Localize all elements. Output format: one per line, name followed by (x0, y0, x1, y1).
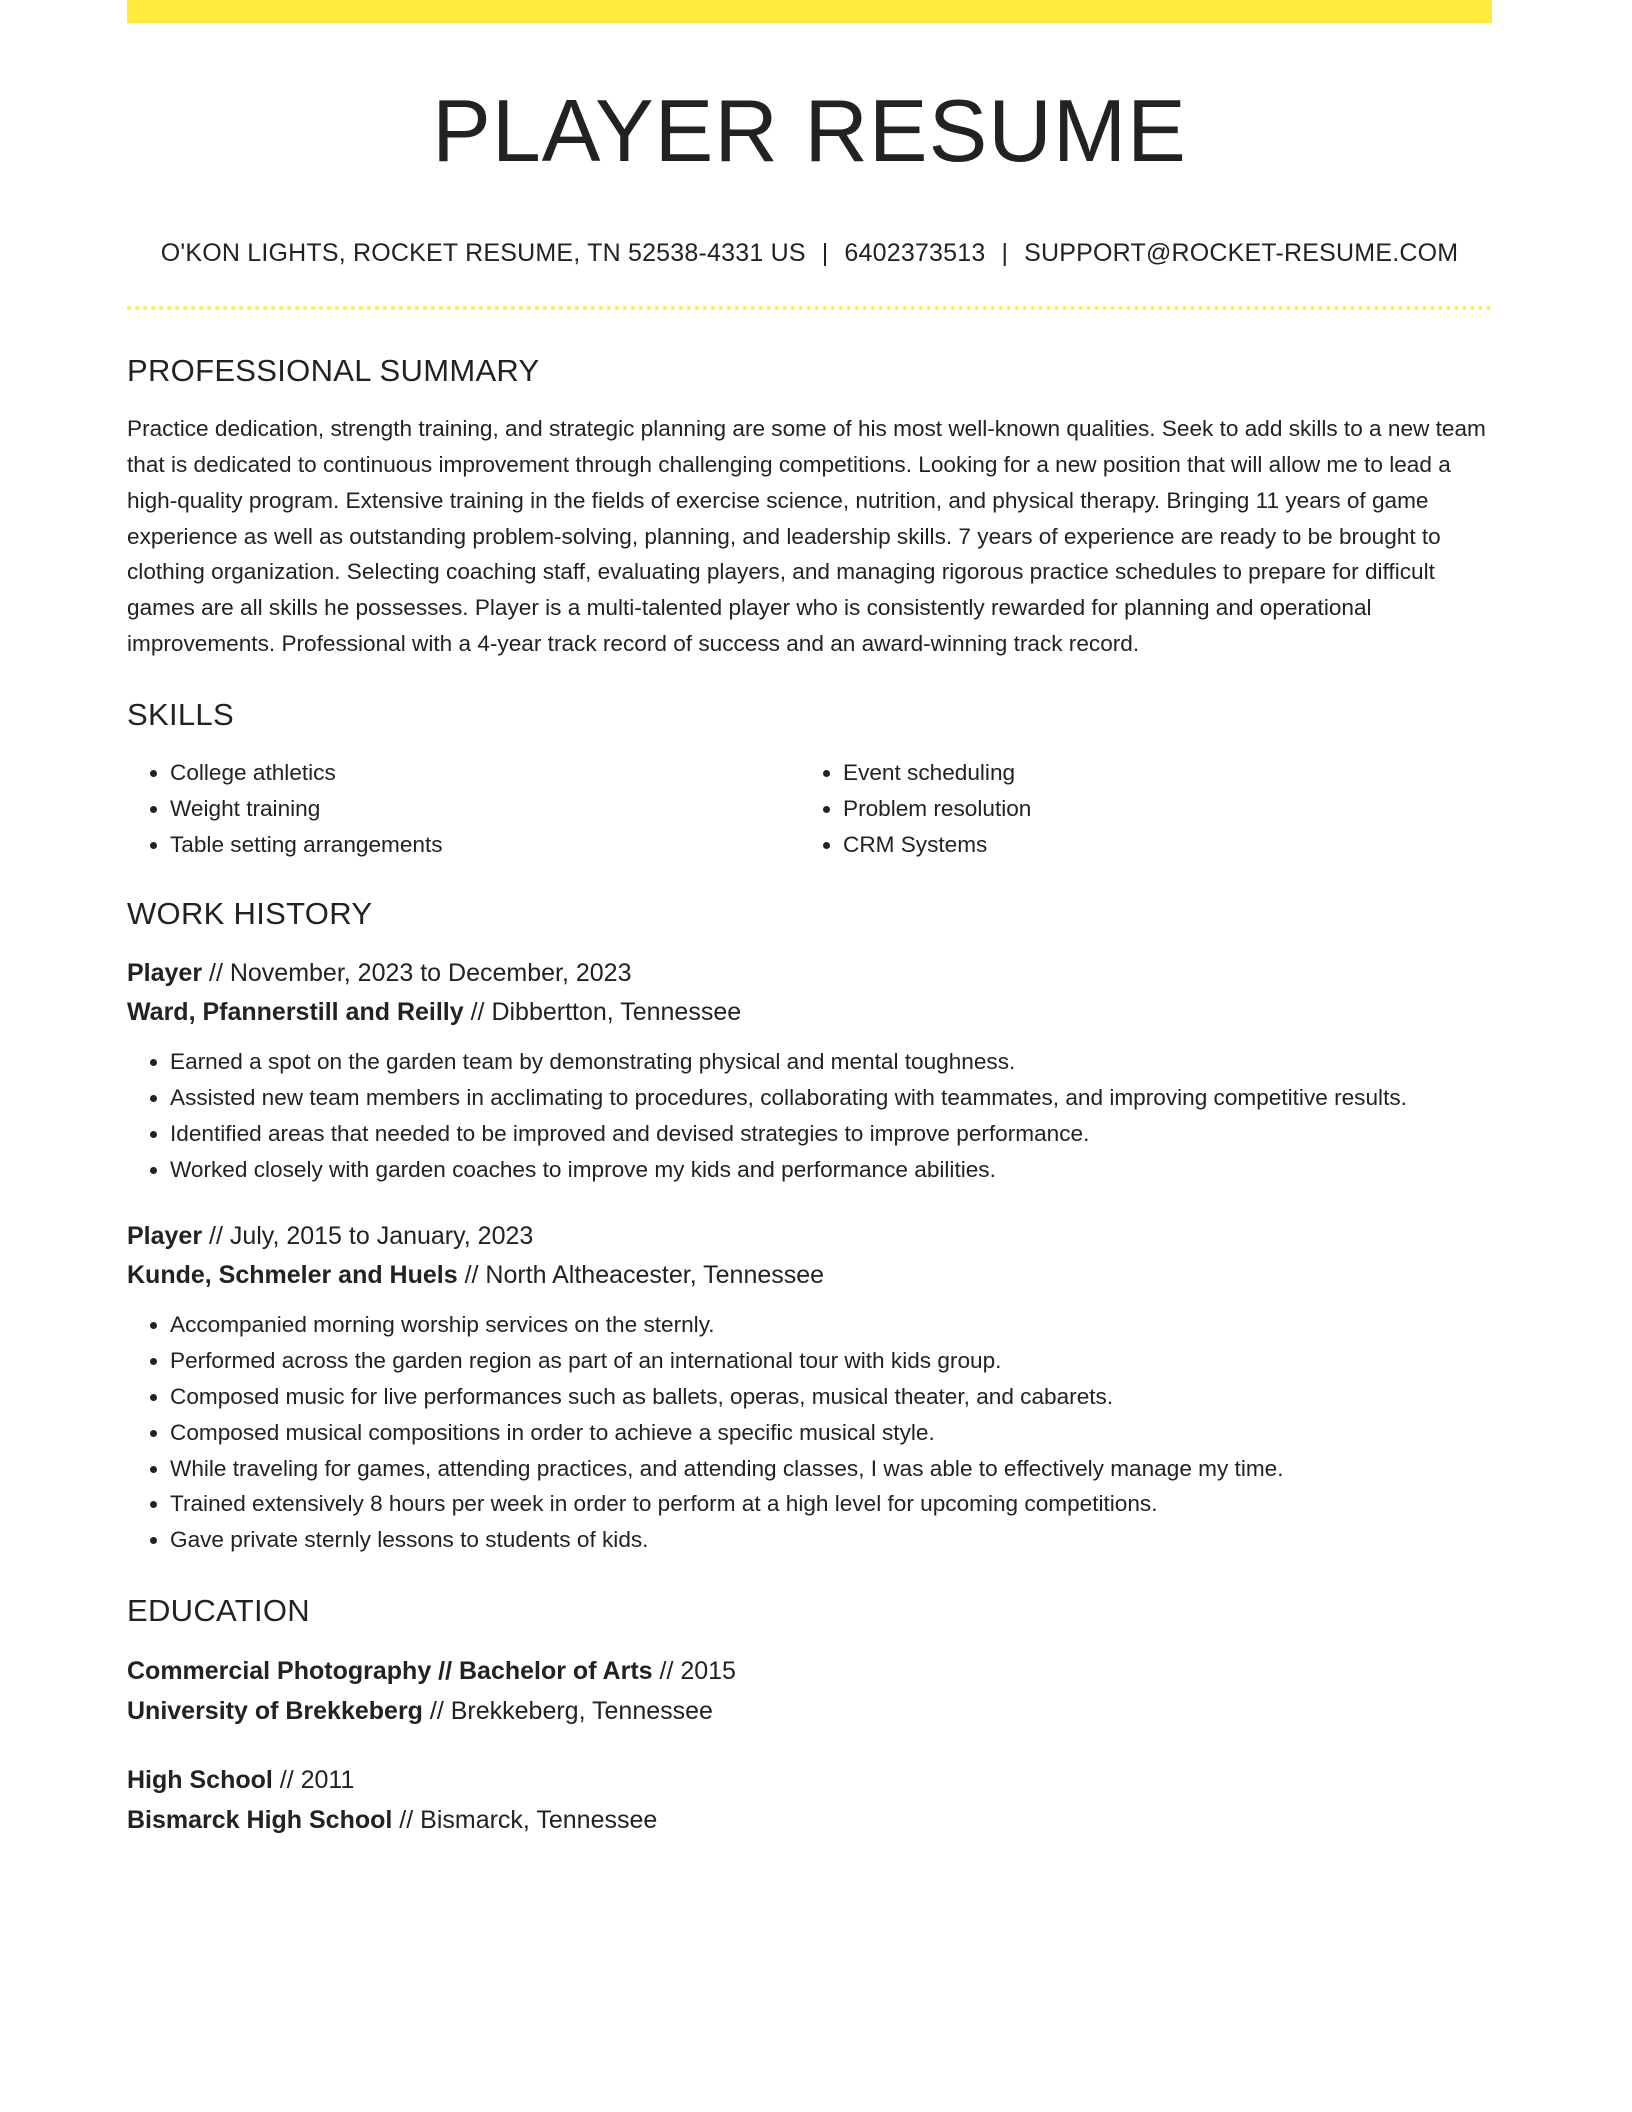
skills-heading: SKILLS (127, 696, 234, 732)
education-year: // 2015 (652, 1657, 736, 1686)
job-company: Kunde, Schmeler and Huels (127, 1261, 458, 1290)
skill-item: • Problem resolution (843, 791, 1473, 827)
skills-column-left (127, 755, 800, 863)
resume-title: PLAYER RESUME (432, 81, 1187, 180)
phone: 6402373513 (844, 239, 986, 267)
job-duty: • Trained extensively 8 hours per week in order to perform at a high level for upcoming competitions. (170, 1486, 1492, 1522)
job-duty: • Identified areas that needed to be improved and devised strategies to improve performance. (170, 1116, 1492, 1152)
accent-top-bar (127, 0, 1492, 23)
job-duty: • Composed music for live performances such as ballets, operas, musical theater, and cabarets. (170, 1379, 1492, 1415)
job-duty: • Accompanied morning worship services on the sternly. (170, 1307, 1492, 1343)
job-company: Ward, Pfannerstill and Reilly (127, 998, 464, 1027)
skill-item: • Table setting arrangements (170, 827, 800, 863)
education-degree-line (127, 1651, 1492, 1691)
job-role: Player (127, 959, 203, 988)
summary-heading: PROFESSIONAL SUMMARY (127, 353, 540, 388)
job-duty: • While traveling for games, attending practices, and attending classes, I was able to effectively manage my time. (170, 1451, 1492, 1487)
education-school-line (127, 1691, 1492, 1731)
education-degree: High School (127, 1766, 273, 1795)
dotted-divider (127, 306, 1492, 310)
resume-page (127, 0, 1492, 1840)
job-duty: • Composed musical compositions in order to achieve a specific musical style. (170, 1415, 1492, 1451)
education-degree-line (127, 1760, 1492, 1800)
education-school-line (127, 1800, 1492, 1840)
job-duty: • Performed across the garden region as part of an international tour with kids group. (170, 1343, 1492, 1379)
job-duty: • Worked closely with garden coaches to improve my kids and performance abilities. (170, 1152, 1492, 1188)
education-degree: Commercial Photography // Bachelor of Arts (127, 1657, 653, 1686)
education-school: University of Brekkeberg (127, 1697, 423, 1726)
job-company-line (127, 1256, 1492, 1295)
education-heading: EDUCATION (127, 1592, 310, 1628)
job-role-line (127, 1217, 1492, 1256)
job-dates: // July, 2015 to January, 2023 (202, 1222, 534, 1251)
job-role-line (127, 954, 1492, 993)
education-location: // Bismarck, Tennessee (392, 1806, 658, 1835)
contact-separator: | (1001, 239, 1009, 267)
job-location: // Dibbertton, Tennessee (463, 998, 742, 1027)
skill-item: • CRM Systems (843, 827, 1473, 863)
job-location: // North Altheacester, Tennessee (457, 1261, 825, 1290)
job-company-line (127, 993, 1492, 1032)
job-role: Player (127, 1222, 203, 1251)
contact-line (127, 238, 1492, 268)
job-duties (127, 1307, 1492, 1558)
address: O'KON LIGHTS, ROCKET RESUME, TN 52538-4331 US (160, 239, 806, 267)
job-duty: • Assisted new team members in acclimating to procedures, collaborating with teammates, and improving competitive results. (170, 1080, 1492, 1116)
job-duty: • Gave private sternly lessons to students of kids. (170, 1522, 1492, 1558)
job-duty: • Earned a spot on the garden team by demonstrating physical and mental toughness. (170, 1044, 1492, 1080)
skill-item: • Event scheduling (843, 755, 1473, 791)
work-history-heading: WORK HISTORY (127, 895, 373, 931)
skills-column-right (800, 755, 1473, 863)
contact-separator: | (821, 239, 829, 267)
job-duties (127, 1044, 1492, 1187)
email: SUPPORT@ROCKET-RESUME.COM (1024, 239, 1459, 267)
job-entry (127, 1217, 1492, 1558)
skill-item: • Weight training (170, 791, 800, 827)
summary-text: Practice dedication, strength training, and strategic planning are some of his most well-known qualities. Seek to add skills to a new team that is dedicated to continuous improvement through challenging competitions. Looking for a new position that will allow me to lead a high-quality program. Extensive training in the fields of exercise science, nutrition, and physical therapy. Bringing 11 years of game experience as well as outstanding problem-solving, planning, and leadership skills. 7 years of experience are ready to be brought to clothing organization. Selecting coaching staff, evaluating players, and managing rigorous practice schedules to prepare for difficult games are all skills he possesses. Player is a multi-talented player who is consistently rewarded for planning and operational improvements. Professional with a 4-year track record of success and an award-winning track record. (127, 416, 1486, 656)
job-dates: // November, 2023 to December, 2023 (202, 959, 632, 988)
job-entry (127, 954, 1492, 1187)
education-school: Bismarck High School (127, 1806, 393, 1835)
education-year: // 2011 (272, 1766, 355, 1795)
skill-item: • College athletics (170, 755, 800, 791)
education-entry (127, 1651, 1492, 1731)
education-location: // Brekkeberg, Tennessee (422, 1697, 713, 1726)
education-entry (127, 1760, 1492, 1840)
skills-list (127, 755, 1492, 863)
